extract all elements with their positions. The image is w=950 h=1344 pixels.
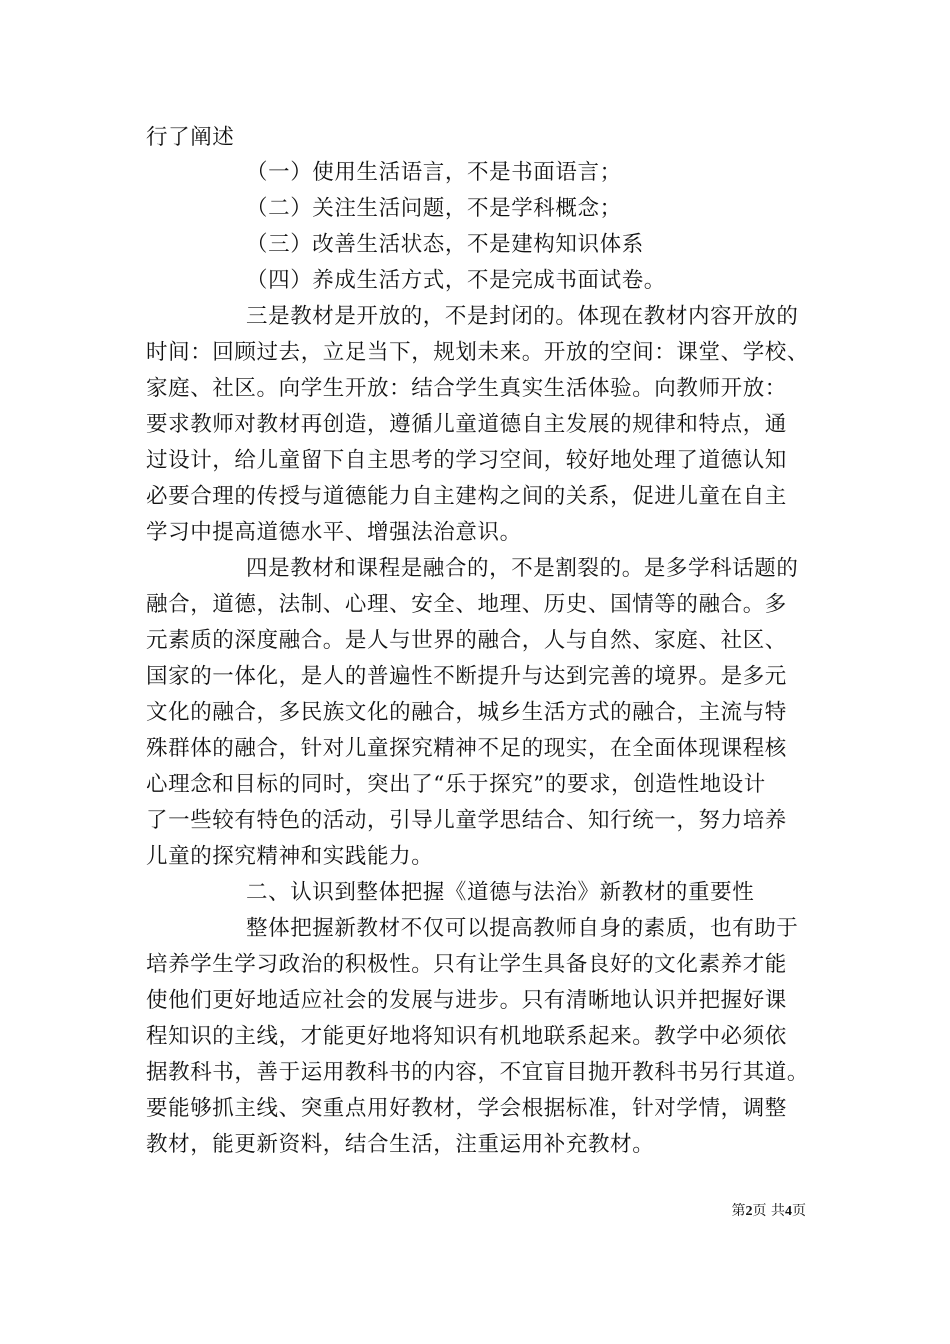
paragraph-line: 据教科书，善于运用教科书的内容，不宜盲目抛开教科书另行其道。 [146, 1060, 810, 1085]
paragraph-line: 要求教师对教材再创造，遵循儿童道德自主发展的规律和特点，通 [146, 412, 787, 437]
paragraph-line: 整体把握新教材不仅可以提高教师自身的素质，也有助于 [246, 916, 799, 941]
page-footer [0, 1202, 806, 1221]
paragraph-line: 使他们更好地适应社会的发展与进步。只有清晰地认识并把握好课 [146, 988, 787, 1013]
paragraph-line: 程知识的主线，才能更好地将知识有机地联系起来。教学中必须依 [146, 1024, 787, 1049]
list-item: （二）关注生活问题，不是学科概念； [246, 196, 622, 221]
paragraph-line: 殊群体的融合，针对儿童探究精神不足的现实，在全面体现课程核 [146, 736, 787, 761]
paragraph-line: 儿童的探究精神和实践能力。 [146, 844, 434, 869]
footer-middle: 页 共 [752, 1203, 785, 1219]
footer-page-number: 2 [745, 1204, 753, 1219]
footer-suffix: 页 [792, 1203, 806, 1219]
list-item: （一）使用生活语言，不是书面语言； [246, 160, 622, 185]
paragraph-line: 了一些较有特色的活动，引导儿童学思结合、知行统一，努力培养 [146, 808, 787, 833]
paragraph-line: 时间：回顾过去，立足当下，规划未来。开放的空间：课堂、学校、 [146, 340, 810, 365]
paragraph-line: 元素质的深度融合。是人与世界的融合，人与自然、家庭、社区、 [146, 628, 787, 653]
list-item: （四）养成生活方式，不是完成书面试卷。 [246, 268, 666, 293]
footer-total-pages: 4 [785, 1204, 792, 1219]
paragraph-line: 三是教材是开放的，不是封闭的。体现在教材内容开放的 [246, 304, 799, 329]
paragraph-line: 家庭、社区。向学生开放：结合学生真实生活体验。向教师开放： [146, 376, 787, 401]
paragraph-line: 学习中提高道德水平、增强法治意识。 [146, 520, 522, 545]
paragraph-line: 要能够抓主线、突重点用好教材，学会根据标准，针对学情，调整 [146, 1096, 787, 1121]
paragraph-line: 融合，道德，法制、心理、安全、地理、历史、国情等的融合。多 [146, 592, 787, 617]
paragraph-line: 培养学生学习政治的积极性。只有让学生具备良好的文化素养才能 [146, 952, 787, 977]
list-item: （三）改善生活状态，不是建构知识体系 [246, 232, 644, 257]
paragraph-line: 四是教材和课程是融合的，不是割裂的。是多学科话题的 [246, 556, 799, 581]
paragraph-line: 心理念和目标的同时，突出了“乐于探究”的要求，创造性地设计 [146, 772, 766, 797]
text-line: 行了阐述 [146, 125, 235, 150]
paragraph-line: 教材，能更新资料，结合生活，注重运用补充教材。 [146, 1132, 655, 1157]
paragraph-line: 必要合理的传授与道德能力自主建构之间的关系，促进儿童在自主 [146, 484, 787, 509]
footer-prefix: 第 [731, 1203, 746, 1219]
paragraph-line: 文化的融合，多民族文化的融合，城乡生活方式的融合，主流与特 [146, 700, 787, 725]
paragraph-line: 过设计，给儿童留下自主思考的学习空间，较好地处理了道德认知 [146, 448, 787, 473]
paragraph-line: 国家的一体化，是人的普遍性不断提升与达到完善的境界。是多元 [146, 664, 787, 689]
section-heading: 二、认识到整体把握《道德与法治》新教材的重要性 [246, 880, 755, 905]
